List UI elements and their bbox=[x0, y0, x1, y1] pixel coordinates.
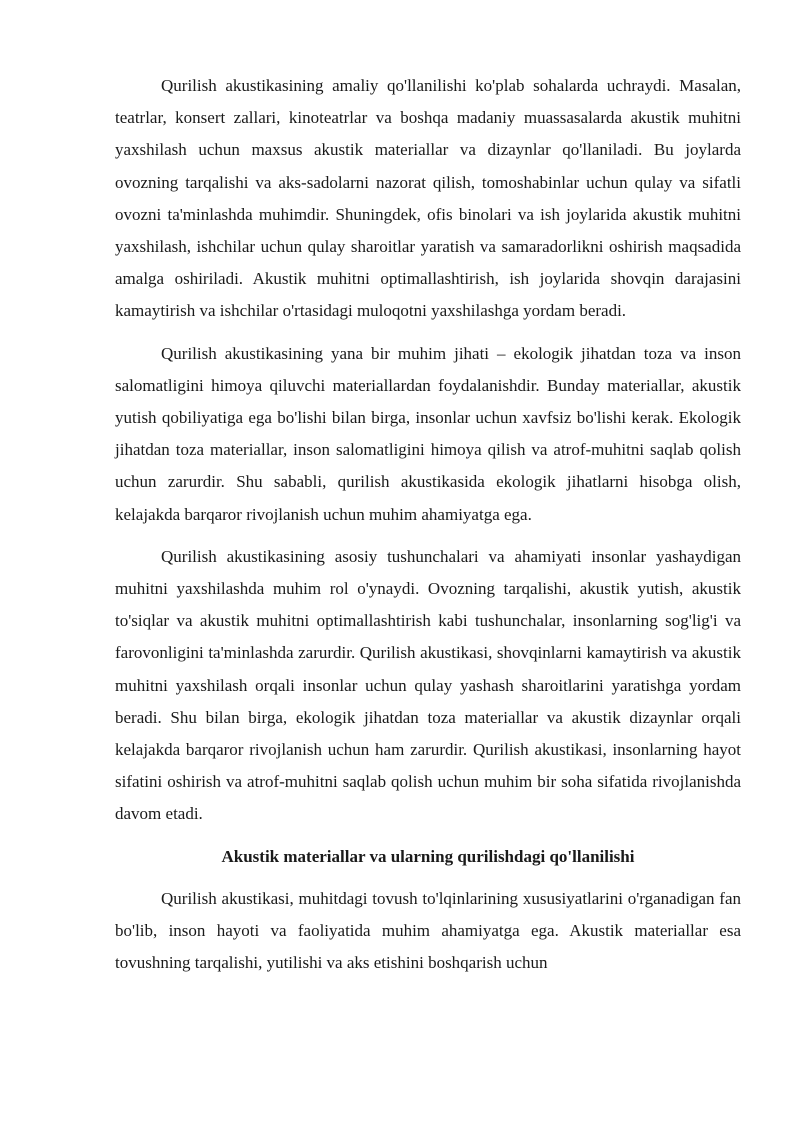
document-body bbox=[115, 70, 741, 989]
paragraph-core-concepts: Qurilish akustikasining asosiy tushunchalari va ahamiyati insonlar yashaydigan muhitni yaxshilashda muhim rol o'ynaydi. Ovozning tarqalishi, akustik yutish, akustik to'siqlar va akustik muhitni optimallashtirish kabi tushunchalar, insonlarning sog'lig'i va farovonligini ta'minlashda zarurdir. Qurilish akustikasi, shovqinlarni kamaytirish va akustik muhitni yaxshilash orqali insonlar uchun qulay yashash sharoitlarini yaratishga yordam beradi. Shu bilan birga, ekologik jihatdan toza materiallar va akustik dizaynlar orqali kelajakda barqaror rivojlanish uchun ham zarurdir. Qurilish akustikasi, insonlarning hayot sifatini oshirish va atrof-muhitni saqlab qolish uchun muhim bir soha sifatida rivojlanishda davom etadi. bbox=[115, 546, 741, 824]
paragraph-ecological-materials: Qurilish akustikasining yana bir muhim jihati – ekologik jihatdan toza va inson salomatligini himoya qiluvchi materiallardan foydalanishdir. Bunday materiallar, akustik yutish qobiliyatiga ega bo'lishi bilan birga, insonlar uchun xavfsiz bo'lishi kerak. Ekologik jihatdan toza materiallar, inson salomatligini himoya qilish va atrof-muhitni saqlab qolish uchun zarurdir. Shu sababli, qurilish akustikasida ekologik jihatlarni hisobga olish, kelajakda barqaror rivojlanish uchun muhim ahamiyatga ega. bbox=[115, 343, 741, 524]
paragraph-practical-applications: Qurilish akustikasining amaliy qo'llanilishi ko'plab sohalarda uchraydi. Masalan, teatrlar, konsert zallari, kinoteatrlar va boshqa madaniy muassasalarda akustik muhitni yaxshilash uchun maxsus akustik materiallar va dizaynlar qo'llaniladi. Bu joylarda ovozning tarqalishi va aks-sadolarni nazorat qilish, tomoshabinlar uchun qulay va sifatli ovozni ta'minlashda muhimdir. Shuningdek, ofis binolari va ish joylarida akustik muhitni yaxshilash, ishchilar uchun qulay sharoitlar yaratish va samaradorlikni oshirish maqsadida amalga oshiriladi. Akustik muhitni optimallashtirish, ish joylarida shovqin darajasini kamaytirish va ishchilar o'rtasidagi muloqotni yaxshilashga yordam beradi. bbox=[115, 76, 741, 321]
paragraph-acoustic-materials-intro: Qurilish akustikasi, muhitdagi tovush to'lqinlarining xususiyatlarini o'rganadigan fan bo'lib, inson hayoti va faoliyatida muhim ahamiyatga ega. Akustik materiallar esa tovushning tarqalishi, yutilishi va aks etishini boshqarish uchun bbox=[115, 888, 741, 973]
section-heading: Akustik materiallar va ularning qurilishdagi qo'llanilishi bbox=[221, 846, 635, 866]
